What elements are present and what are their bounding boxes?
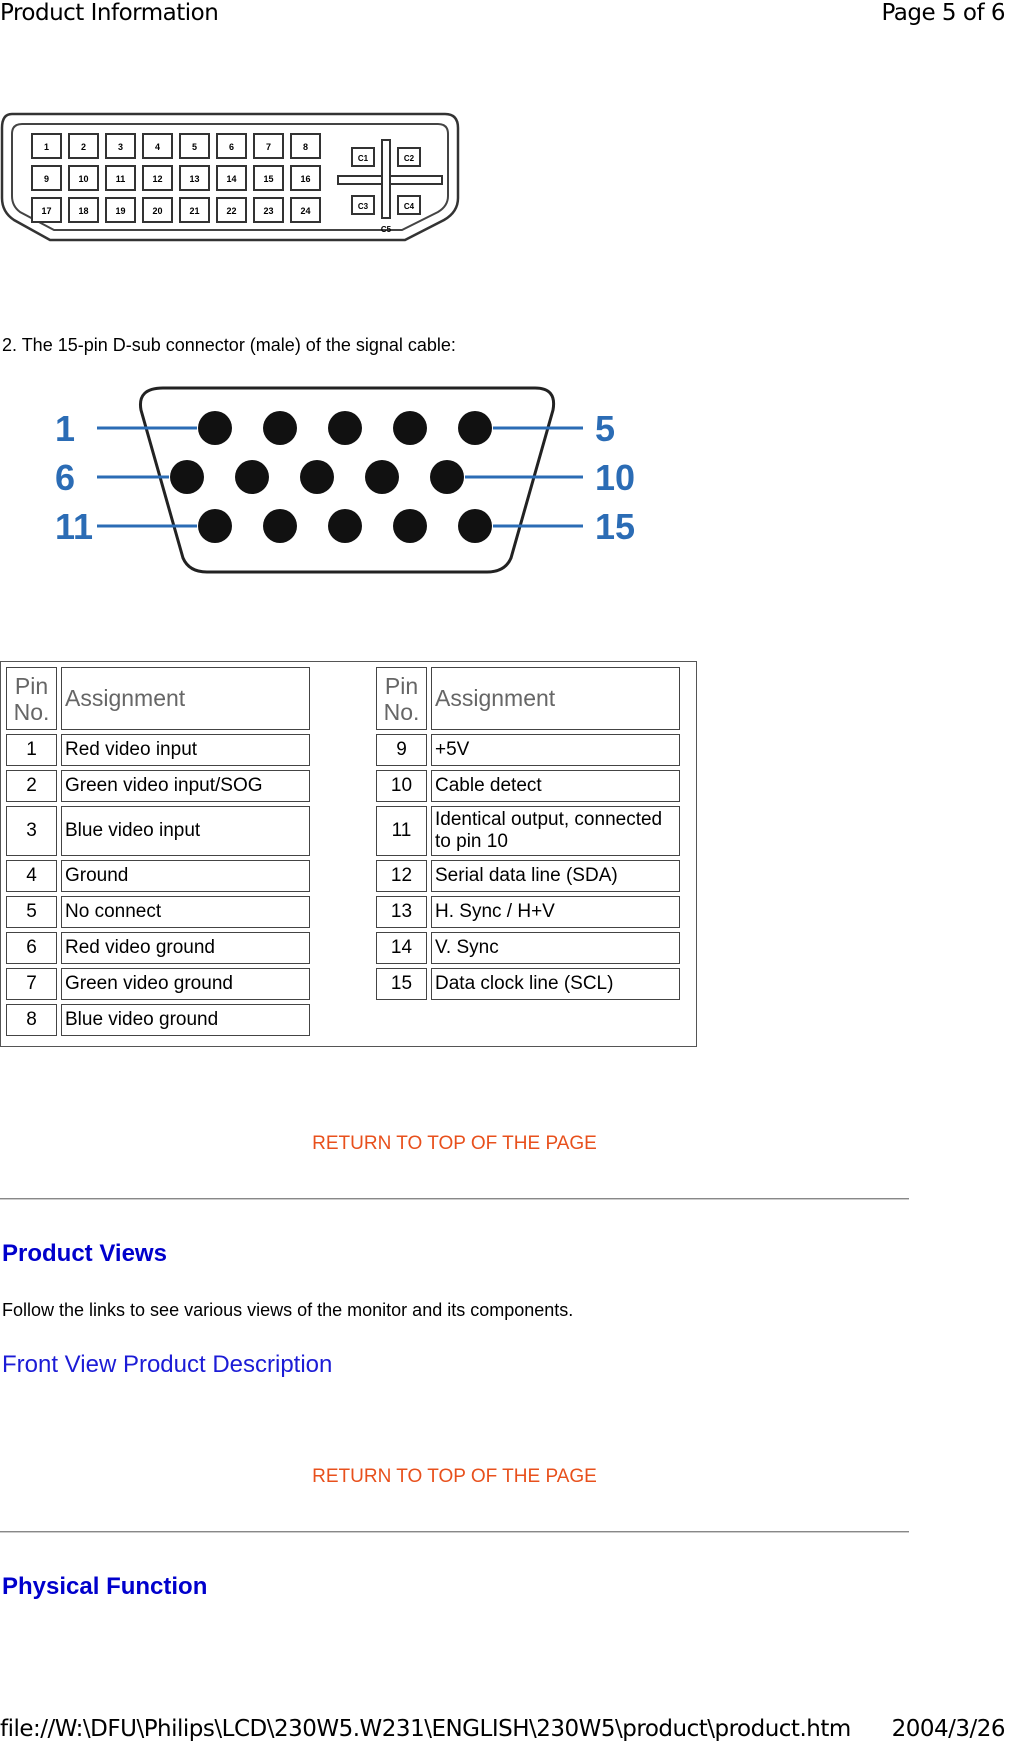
vga-pin (263, 509, 297, 543)
table-row (6, 734, 680, 766)
table-row (6, 896, 680, 928)
dvi-pin (217, 166, 246, 190)
table-gap (314, 1004, 372, 1036)
vga-pin (328, 509, 362, 543)
pin-assignment: V. Sync (431, 932, 680, 964)
svg-text:18: 18 (78, 206, 89, 216)
header-assignment-left: Assignment (61, 667, 310, 730)
header-pin-no-left: Pin No. (6, 667, 57, 730)
dvi-connector-diagram (0, 108, 462, 248)
pin-number: 4 (6, 860, 57, 892)
product-views-heading: Product Views (2, 1240, 167, 1267)
vga-callout-label: 10 (595, 457, 636, 498)
file-path: file://W:\DFU\Philips\LCD\230W5.W231\ENGLISH\230W5\product\product.htm (0, 1716, 851, 1742)
pin-assignment: Serial data line (SDA) (431, 860, 680, 892)
pin-number: 1 (6, 734, 57, 766)
dvi-pin (32, 166, 61, 190)
table-row (6, 932, 680, 964)
vga-connector-diagram (55, 380, 645, 580)
dvi-pin (254, 198, 283, 222)
table-row (6, 860, 680, 892)
table-row (6, 806, 680, 856)
pin-assignment-table-frame (0, 661, 697, 1047)
svg-text:4: 4 (154, 142, 161, 152)
svg-text:C2: C2 (403, 154, 415, 163)
svg-text:5: 5 (191, 142, 198, 152)
pin-assignment: Blue video input (61, 806, 310, 856)
pin-assignment: H. Sync / H+V (431, 896, 680, 928)
vga-caption: 2. The 15-pin D-sub connector (male) of the signal cable: (2, 335, 456, 355)
vga-callout-label: 1 (55, 408, 76, 449)
svg-text:15: 15 (263, 174, 274, 184)
table-gap (314, 806, 372, 856)
empty-cell (431, 1004, 680, 1036)
dvi-pin (217, 198, 246, 222)
pin-assignment-table (2, 663, 684, 1040)
svg-text:11: 11 (115, 174, 126, 184)
pin-number: 11 (376, 806, 427, 856)
svg-text:1: 1 (43, 142, 50, 152)
svg-text:2: 2 (80, 142, 87, 152)
vga-pin (458, 411, 492, 445)
dvi-pin (180, 166, 209, 190)
vga-pin (198, 411, 232, 445)
dvi-contact (398, 196, 420, 214)
dvi-pin (143, 198, 172, 222)
table-row (6, 770, 680, 802)
table-gap (314, 860, 372, 892)
svg-text:23: 23 (263, 206, 274, 216)
svg-text:20: 20 (152, 206, 163, 216)
svg-text:C1: C1 (357, 154, 369, 163)
pin-number: 2 (6, 770, 57, 802)
dvi-pin (32, 134, 61, 158)
svg-text:22: 22 (226, 206, 237, 216)
table-row (6, 1004, 680, 1036)
pin-number: 6 (6, 932, 57, 964)
dvi-pin (143, 134, 172, 158)
pin-number: 15 (376, 968, 427, 1000)
svg-text:C4: C4 (403, 202, 415, 211)
dvi-pin (291, 134, 320, 158)
vga-pin (393, 411, 427, 445)
vga-callout-label: 5 (595, 408, 616, 449)
table-gap (314, 734, 372, 766)
pin-number: 7 (6, 968, 57, 1000)
dvi-contact-label: C5 (380, 225, 392, 234)
pin-assignment: Red video ground (61, 932, 310, 964)
pin-assignment: Blue video ground (61, 1004, 310, 1036)
svg-text:7: 7 (265, 142, 272, 152)
return-to-top-link[interactable]: RETURN TO TOP OF THE PAGE (312, 1466, 597, 1487)
pin-assignment: Green video ground (61, 968, 310, 1000)
svg-text:6: 6 (228, 142, 235, 152)
return-to-top-link[interactable]: RETURN TO TOP OF THE PAGE (312, 1133, 597, 1154)
dvi-pin (143, 166, 172, 190)
pin-assignment: Green video input/SOG (61, 770, 310, 802)
dvi-pin (69, 134, 98, 158)
dvi-pin (180, 198, 209, 222)
pin-number: 5 (6, 896, 57, 928)
dvi-pin (254, 134, 283, 158)
empty-cell (376, 1004, 427, 1036)
vga-pin (430, 460, 464, 494)
svg-text:24: 24 (300, 206, 311, 216)
vga-pin (393, 509, 427, 543)
table-header-row (6, 667, 680, 730)
svg-text:14: 14 (226, 174, 237, 184)
pin-assignment: Ground (61, 860, 310, 892)
svg-text:17: 17 (41, 206, 52, 216)
svg-text:3: 3 (117, 142, 124, 152)
pin-number: 8 (6, 1004, 57, 1036)
pin-number: 14 (376, 932, 427, 964)
vga-pin (328, 411, 362, 445)
divider (0, 1198, 909, 1200)
dvi-pin (69, 198, 98, 222)
pin-number: 12 (376, 860, 427, 892)
vga-callout-label: 11 (55, 506, 94, 547)
product-views-text: Follow the links to see various views of the monitor and its components. (2, 1300, 574, 1320)
pin-assignment: Identical output, connected to pin 10 (431, 806, 680, 856)
svg-text:10: 10 (78, 174, 89, 184)
physical-function-heading: Physical Function (2, 1573, 208, 1600)
vga-pin (365, 460, 399, 494)
pin-assignment: Data clock line (SCL) (431, 968, 680, 1000)
dvi-pin (69, 166, 98, 190)
pin-assignment: Cable detect (431, 770, 680, 802)
vga-callout-label: 15 (595, 506, 636, 547)
vga-pin (198, 509, 232, 543)
vga-pin (263, 411, 297, 445)
svg-text:12: 12 (152, 174, 163, 184)
header-pin-no-right: Pin No. (376, 667, 427, 730)
pin-number: 10 (376, 770, 427, 802)
pin-number: 13 (376, 896, 427, 928)
vga-pin (235, 460, 269, 494)
dvi-cross-vertical (382, 140, 390, 218)
dvi-pin (291, 198, 320, 222)
table-row (6, 968, 680, 1000)
page-number: Page 5 of 6 (881, 0, 1005, 26)
dvi-pin (106, 166, 135, 190)
header-assignment-right: Assignment (431, 667, 680, 730)
vga-callout-label: 6 (55, 457, 76, 498)
dvi-pin (106, 134, 135, 158)
table-gap (314, 667, 372, 730)
table-gap (314, 968, 372, 1000)
pin-assignment: Red video input (61, 734, 310, 766)
print-date: 2004/3/26 (891, 1716, 1005, 1742)
vga-pin (170, 460, 204, 494)
dvi-pin (106, 198, 135, 222)
dvi-contact (398, 148, 420, 166)
pin-assignment: +5V (431, 734, 680, 766)
table-gap (314, 932, 372, 964)
dvi-pin (254, 166, 283, 190)
svg-text:C3: C3 (357, 202, 369, 211)
svg-text:8: 8 (302, 142, 309, 152)
divider (0, 1531, 909, 1533)
pin-number: 9 (376, 734, 427, 766)
dvi-pin (32, 198, 61, 222)
dvi-pin (291, 166, 320, 190)
table-gap (314, 896, 372, 928)
page-header-title: Product Information (0, 0, 219, 26)
svg-text:19: 19 (115, 206, 126, 216)
pin-number: 3 (6, 806, 57, 856)
vga-pin (458, 509, 492, 543)
svg-text:13: 13 (189, 174, 200, 184)
dvi-pin (217, 134, 246, 158)
dvi-contact (352, 148, 374, 166)
pin-assignment: No connect (61, 896, 310, 928)
front-view-link[interactable]: Front View Product Description (2, 1351, 333, 1378)
table-gap (314, 770, 372, 802)
svg-text:16: 16 (300, 174, 311, 184)
vga-pin (300, 460, 334, 494)
svg-text:21: 21 (189, 206, 200, 216)
dvi-pin (180, 134, 209, 158)
svg-text:9: 9 (43, 174, 50, 184)
dvi-contact (352, 196, 374, 214)
